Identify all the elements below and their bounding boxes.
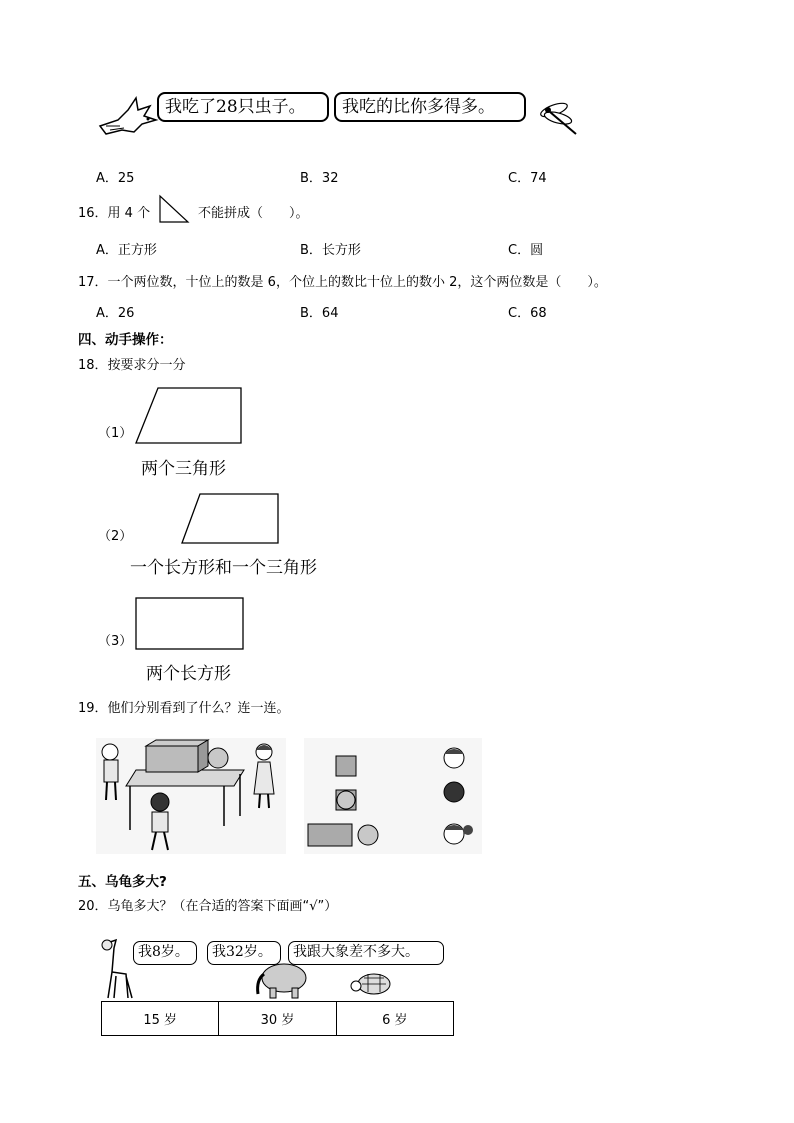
- q17-option-a[interactable]: A．26: [96, 306, 135, 321]
- turtle-speech-bubble: 我跟大象差不多大。: [288, 941, 444, 965]
- q18-item3-number: （3）: [98, 634, 133, 649]
- answer-cell-6[interactable]: 6 岁: [336, 1002, 453, 1036]
- answer-table: [101, 1001, 454, 1036]
- q18-item3-caption: 两个长方形: [146, 664, 231, 684]
- bird-illustration: [98, 96, 160, 138]
- q17-text: 17．一个两位数，十位上的数是 6，个位上的数比十位上的数小 2，这个两位数是（ ）。: [78, 275, 607, 290]
- q17-option-b[interactable]: B．64: [300, 306, 339, 321]
- q18-item2-number: （2）: [98, 529, 133, 544]
- q17-option-c[interactable]: C．68: [508, 306, 547, 321]
- q19-text: 19．他们分别看到了什么？连一连。: [78, 701, 290, 716]
- section-4-title: 四、动手操作：: [78, 332, 173, 348]
- insect-speech-bubble: 我吃的比你多得多。: [334, 92, 526, 122]
- parallelogram-shape-1[interactable]: [134, 386, 244, 446]
- dragonfly-illustration: [528, 96, 582, 138]
- q15-option-b[interactable]: B．32: [300, 171, 339, 186]
- elephant-speech-bubble: 我32岁。: [207, 941, 281, 965]
- rectangle-shape-3[interactable]: [134, 596, 246, 652]
- q20-text: 20．乌龟多大？（在合适的答案下面画“√”）: [78, 899, 338, 914]
- elephant-illustration: [252, 960, 310, 1000]
- answer-cell-15[interactable]: 15 岁: [102, 1002, 219, 1036]
- q18-item1-caption: 两个三角形: [141, 459, 226, 479]
- views-matching-illustration: [304, 738, 482, 854]
- turtle-illustration: [350, 970, 396, 998]
- q16-prefix: 16．用 4 个: [78, 206, 151, 221]
- q18-text: 18．按要求分一分: [78, 358, 186, 373]
- q16-option-c[interactable]: C．圆: [508, 243, 544, 258]
- parallelogram-shape-2[interactable]: [180, 492, 282, 546]
- right-triangle-icon: [158, 194, 190, 224]
- q18-item1-number: （1）: [98, 426, 133, 441]
- giraffe-illustration: [96, 936, 136, 1000]
- giraffe-speech-bubble: 我8岁。: [133, 941, 197, 965]
- q18-item2-caption: 一个长方形和一个三角形: [130, 558, 317, 578]
- answer-cell-30[interactable]: 30 岁: [219, 1002, 336, 1036]
- bird-speech-bubble: 我吃了28只虫子。: [157, 92, 329, 122]
- q16-option-a[interactable]: A．正方形: [96, 243, 157, 258]
- q16-option-b[interactable]: B．长方形: [300, 243, 361, 258]
- observation-scene-illustration: [96, 738, 286, 854]
- q15-option-c[interactable]: C．74: [508, 171, 547, 186]
- q15-option-a[interactable]: A．25: [96, 171, 135, 186]
- section-5-title: 五、乌龟多大?: [78, 874, 167, 890]
- q16-suffix: 不能拼成（ ）。: [198, 206, 309, 221]
